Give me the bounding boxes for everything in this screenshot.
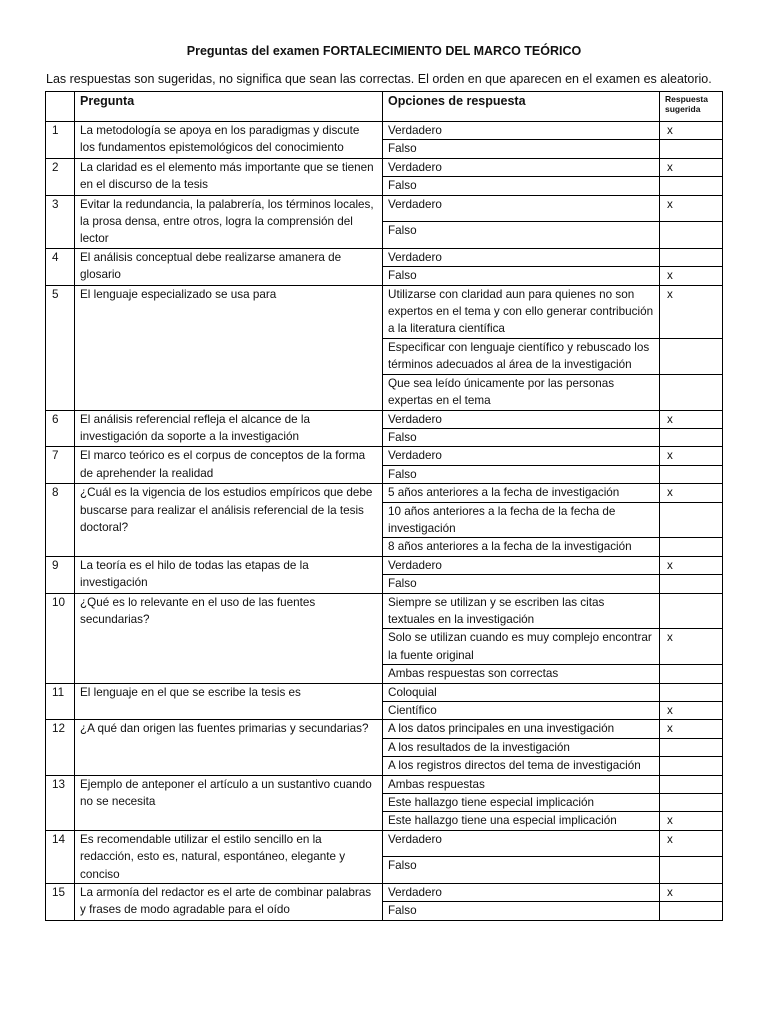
suggested-answer-mark: x: [660, 447, 723, 465]
option-text: Falso: [383, 902, 660, 920]
option-text: Que sea leído únicamente por las personas expertas en el tema: [383, 374, 660, 410]
question-text: La claridad es el elemento más importante que se tienen en el discurso de la tesis: [75, 158, 383, 195]
option-text: Este hallazgo tiene una especial implicación: [383, 812, 660, 830]
option-text: Falso: [383, 428, 660, 446]
question-text: La metodología se apoya en los paradigmas y discute los fundamentos epistemológicos del conocimiento: [75, 122, 383, 159]
option-text: A los resultados de la investigación: [383, 738, 660, 756]
question-text: El análisis conceptual debe realizarse amanera de glosario: [75, 248, 383, 285]
suggested-answer-mark: x: [660, 267, 723, 285]
question-text: ¿Qué es lo relevante en el uso de las fuentes secundarias?: [75, 593, 383, 683]
option-text: Verdadero: [383, 195, 660, 222]
header-opciones: Opciones de respuesta: [383, 92, 660, 122]
option-text: Falso: [383, 222, 660, 249]
option-text: A los registros directos del tema de investigación: [383, 757, 660, 775]
option-text: Falso: [383, 575, 660, 593]
table-row: [46, 556, 723, 574]
suggested-answer-mark: x: [660, 884, 723, 902]
suggested-answer-mark: [660, 538, 723, 556]
suggested-answer-mark: [660, 794, 723, 812]
header-pregunta: Pregunta: [75, 92, 383, 122]
suggested-answer-mark: [660, 665, 723, 683]
question-number: 11: [46, 683, 75, 720]
suggested-answer-mark: x: [660, 195, 723, 222]
suggested-answer-mark: [660, 338, 723, 374]
question-number: 5: [46, 285, 75, 410]
question-number: 15: [46, 884, 75, 921]
table-row: [46, 593, 723, 629]
option-text: Solo se utilizan cuando es muy complejo encontrar la fuente original: [383, 629, 660, 665]
question-number: 4: [46, 248, 75, 285]
suggested-answer-mark: [660, 738, 723, 756]
document-title: Preguntas del examen FORTALECIMIENTO DEL MARCO TEÓRICO: [186, 44, 582, 58]
option-text: 10 años anteriores a la fecha de la fecha de investigación: [383, 502, 660, 538]
table-row: [46, 683, 723, 701]
suggested-answer-mark: [660, 140, 723, 158]
option-text: Verdadero: [383, 830, 660, 857]
question-number: 14: [46, 830, 75, 883]
header-number: [46, 92, 75, 122]
table-row: [46, 884, 723, 902]
suggested-answer-mark: [660, 428, 723, 446]
option-text: Falso: [383, 140, 660, 158]
option-text: Ambas respuestas: [383, 775, 660, 793]
option-text: Utilizarse con claridad aun para quienes no son expertos en el tema y con ello generar contribución a la literatura científica: [383, 285, 660, 338]
table-row: [46, 830, 723, 857]
question-text: El marco teórico es el corpus de conceptos de la forma de aprehender la realidad: [75, 447, 383, 484]
question-number: 12: [46, 720, 75, 775]
option-text: Verdadero: [383, 248, 660, 266]
suggested-answer-mark: [660, 683, 723, 701]
question-number: 1: [46, 122, 75, 159]
question-number: 2: [46, 158, 75, 195]
table-row: [46, 484, 723, 502]
option-text: Coloquial: [383, 683, 660, 701]
option-text: Ambas respuestas son correctas: [383, 665, 660, 683]
question-text: La teoría es el hilo de todas las etapas de la investigación: [75, 556, 383, 593]
suggested-answer-mark: [660, 857, 723, 884]
questions-body: [46, 122, 723, 921]
question-number: 8: [46, 484, 75, 557]
option-text: Verdadero: [383, 122, 660, 140]
option-text: Falso: [383, 465, 660, 483]
table-row: [46, 410, 723, 428]
suggested-answer-mark: [660, 177, 723, 195]
table-row: [46, 720, 723, 738]
suggested-answer-mark: x: [660, 122, 723, 140]
option-text: Verdadero: [383, 410, 660, 428]
table-row: [46, 158, 723, 176]
table-header-row: [46, 92, 723, 122]
suggested-answer-mark: [660, 374, 723, 410]
question-text: ¿A qué dan origen las fuentes primarias y secundarias?: [75, 720, 383, 775]
question-number: 3: [46, 195, 75, 248]
suggested-answer-mark: x: [660, 702, 723, 720]
suggested-answer-mark: [660, 575, 723, 593]
question-text: Ejemplo de anteponer el artículo a un sustantivo cuando no se necesita: [75, 775, 383, 830]
suggested-answer-mark: [660, 593, 723, 629]
suggested-answer-mark: x: [660, 629, 723, 665]
question-number: 10: [46, 593, 75, 683]
suggested-answer-mark: x: [660, 556, 723, 574]
option-text: Falso: [383, 857, 660, 884]
table-row: [46, 122, 723, 140]
option-text: Especificar con lenguaje científico y rebuscado los términos adecuados al área de la investigación: [383, 338, 660, 374]
question-text: El análisis referencial refleja el alcance de la investigación da soporte a la investigación: [75, 410, 383, 447]
option-text: Verdadero: [383, 447, 660, 465]
suggested-answer-mark: x: [660, 830, 723, 857]
suggested-answer-mark: x: [660, 484, 723, 502]
question-number: 7: [46, 447, 75, 484]
suggested-answer-mark: [660, 757, 723, 775]
option-text: Verdadero: [383, 884, 660, 902]
suggested-answer-mark: [660, 248, 723, 266]
table-row: [46, 248, 723, 266]
option-text: 8 años anteriores a la fecha de la investigación: [383, 538, 660, 556]
question-text: El lenguaje en el que se escribe la tesis es: [75, 683, 383, 720]
suggested-answer-mark: [660, 465, 723, 483]
question-number: 13: [46, 775, 75, 830]
option-text: Científico: [383, 702, 660, 720]
suggested-answer-mark: x: [660, 158, 723, 176]
suggested-answer-mark: x: [660, 720, 723, 738]
option-text: A los datos principales en una investigación: [383, 720, 660, 738]
question-text: Es recomendable utilizar el estilo sencillo en la redacción, esto es, natural, espontáneo, elegante y conciso: [75, 830, 383, 883]
question-text: La armonía del redactor es el arte de combinar palabras y frases de modo agradable para el oído: [75, 884, 383, 921]
header-respuesta: Respuesta sugerida: [660, 92, 723, 122]
table-row: [46, 285, 723, 338]
option-text: Falso: [383, 267, 660, 285]
suggested-answer-mark: x: [660, 812, 723, 830]
option-text: Este hallazgo tiene especial implicación: [383, 794, 660, 812]
option-text: Siempre se utilizan y se escriben las citas textuales en la investigación: [383, 593, 660, 629]
suggested-answer-mark: [660, 502, 723, 538]
question-number: 6: [46, 410, 75, 447]
option-text: Verdadero: [383, 556, 660, 574]
suggested-answer-mark: x: [660, 285, 723, 338]
intro-note: Las respuestas son sugeridas, no significa que sean las correctas. El orden en que aparecen en el examen es aleatorio.: [46, 72, 712, 86]
suggested-answer-mark: x: [660, 410, 723, 428]
table-row: [46, 447, 723, 465]
suggested-answer-mark: [660, 222, 723, 249]
option-text: Verdadero: [383, 158, 660, 176]
option-text: Falso: [383, 177, 660, 195]
suggested-answer-mark: [660, 775, 723, 793]
table-row: [46, 775, 723, 793]
question-text: El lenguaje especializado se usa para: [75, 285, 383, 410]
question-text: Evitar la redundancia, la palabrería, los términos locales, la prosa densa, entre otros, logra la comprensión del lector: [75, 195, 383, 248]
question-number: 9: [46, 556, 75, 593]
question-text: ¿Cuál es la vigencia de los estudios empíricos que debe buscarse para realizar el análisis referencial de la tesis doctoral?: [75, 484, 383, 557]
option-text: 5 años anteriores a la fecha de investigación: [383, 484, 660, 502]
questions-table: [45, 91, 723, 921]
table-row: [46, 195, 723, 222]
suggested-answer-mark: [660, 902, 723, 920]
